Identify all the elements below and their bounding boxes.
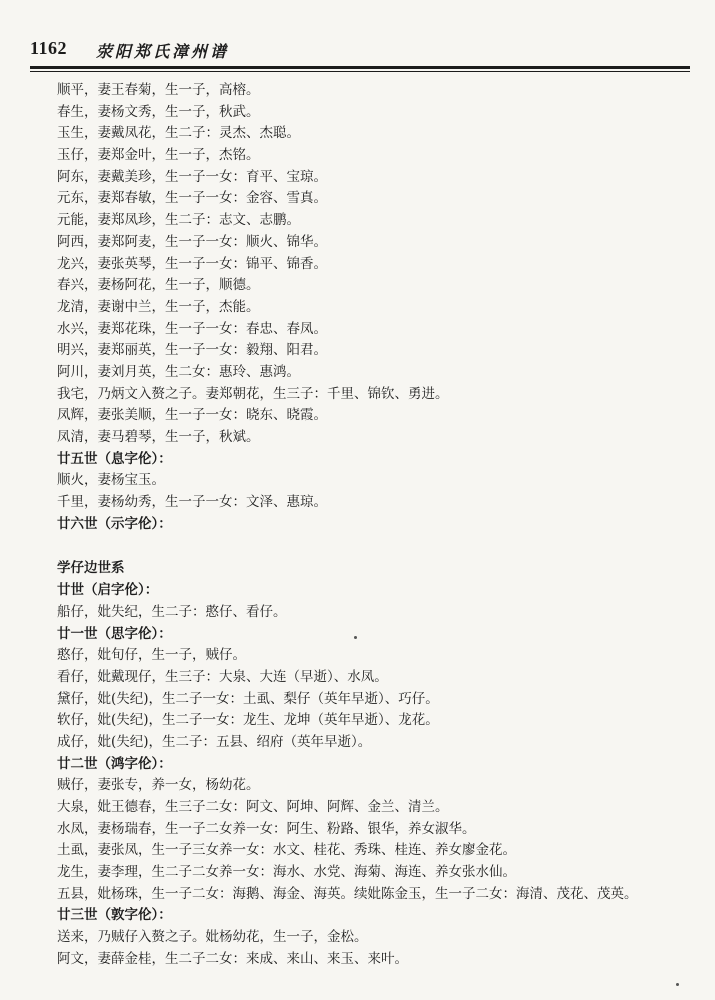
- generation-heading: 廿二世（鸿字伦）：: [57, 755, 172, 772]
- genealogy-entry: 千里，妻杨幼秀，生一子一女：文泽、惠琼。: [57, 494, 327, 511]
- generation-heading: 廿世（启字伦）：: [57, 582, 159, 599]
- generation-heading: 廿五世（息字伦）：: [57, 450, 172, 467]
- generation-heading: 廿一世（思字伦）：: [57, 625, 172, 642]
- genealogy-entry: 水兴，妻郑花珠，生一子一女：春忠、春凤。: [57, 320, 327, 337]
- genealogy-entry: 顺火，妻杨宝玉。: [57, 472, 165, 489]
- genealogy-entry: 阿东，妻戴美珍，生一子一女：育平、宝琼。: [57, 168, 327, 185]
- genealogy-entry: 元能，妻郑凤珍，生二子：志文、志鹏。: [57, 212, 300, 229]
- genealogy-entry: 龙清，妻谢中兰，生一子，杰能。: [57, 298, 260, 315]
- genealogy-entry: 阿文，妻薛金桂，生二子二女：来成、来山、来玉、来叶。: [57, 950, 408, 967]
- section-gap: [57, 535, 697, 558]
- scan-speck: [676, 983, 679, 986]
- genealogy-entry: 玉仔，妻郑金叶，生一子，杰铭。: [57, 147, 260, 164]
- genealogy-entry: 黛仔，妣(失纪)，生二子一女：土虱、梨仔（英年早逝）、巧仔。: [57, 690, 439, 707]
- genealogy-entry: 春生，妻杨文秀，生一子，秋武。: [57, 103, 260, 120]
- generation-heading: 学仔边世系: [57, 560, 125, 577]
- book-title: 荥阳郑氏漳州谱: [96, 42, 230, 61]
- generation-heading: 廿六世（示字伦）：: [57, 515, 172, 532]
- genealogy-entry: 龙生，妻李理，生二子二女养一女：海水、水党、海菊、海连、养女张水仙。: [57, 864, 516, 881]
- genealogy-text: [57, 80, 697, 971]
- header-rule-thick: [30, 66, 690, 69]
- genealogy-entry: 五县，妣杨珠，生一子二女：海鹅、海金、海英。续妣陈金玉，生一子二女：海清、茂花、茂英。: [57, 885, 638, 902]
- genealogy-entry: 凤辉，妻张美顺，生一子一女：晓东、晓霞。: [57, 407, 327, 424]
- genealogy-entry: 顺平，妻王春菊，生一子，高榕。: [57, 82, 260, 98]
- header-rule-thin: [30, 71, 690, 72]
- genealogy-entry: 土虱，妻张凤，生一子三女养一女：水文、桂花、秀珠、桂连、养女廖金花。: [57, 842, 516, 859]
- genealogy-entry: 水凤，妻杨瑞春，生一子二女养一女：阿生、粉路、银华，养女淑华。: [57, 820, 476, 837]
- generation-heading: 廿三世（敦字伦）：: [57, 907, 172, 924]
- page-number: 1162: [30, 38, 68, 58]
- genealogy-entry: 送来，乃贼仔入赘之子。妣杨幼花，生一子，金松。: [57, 929, 368, 946]
- genealogy-entry: 春兴，妻杨阿花，生一子，顺德。: [57, 277, 260, 294]
- genealogy-entry: 玉生，妻戴凤花，生二子：灵杰、杰聪。: [57, 125, 300, 142]
- genealogy-entry: 元东，妻郑春敏，生一子一女：金容、雪真。: [57, 190, 327, 207]
- genealogy-entry: 贼仔，妻张专，养一女，杨幼花。: [57, 777, 260, 794]
- genealogy-entry: 船仔，妣失纪，生二子：憨仔、看仔。: [57, 603, 287, 620]
- genealogy-entry: 憨仔，妣旬仔，生一子，贼仔。: [57, 647, 246, 664]
- page-header: [30, 38, 670, 68]
- genealogy-entry: 阿川，妻刘月英，生二女：惠玲、惠鸿。: [57, 363, 300, 380]
- genealogy-entry: 明兴，妻郑丽英，生一子一女：毅翔、阳君。: [57, 342, 327, 359]
- genealogy-entry: 看仔，妣戴现仔，生三子：大泉、大连（早逝）、水凤。: [57, 668, 388, 685]
- genealogy-entry: 软仔，妣(失纪)，生二子一女：龙生、龙坤（英年早逝）、龙花。: [57, 712, 439, 729]
- genealogy-entry: 龙兴，妻张英琴，生一子一女：锦平、锦香。: [57, 255, 327, 272]
- genealogy-entry: 成仔，妣(失纪)，生二子：五县、绍府（英年早逝）。: [57, 733, 372, 750]
- genealogy-entry: 大泉，妣王德春，生三子二女：阿文、阿坤、阿辉、金兰、清兰。: [57, 799, 449, 815]
- genealogy-entry: 阿西，妻郑阿麦，生一子一女：顺火、锦华。: [57, 233, 327, 250]
- genealogy-entry: 凤清，妻马碧琴，生一子，秋斌。: [57, 429, 260, 445]
- genealogy-entry: 我宅，乃炳文入赘之子。妻郑朝花，生三子：千里、锦钦、勇进。: [57, 385, 449, 402]
- scan-speck: [354, 636, 357, 639]
